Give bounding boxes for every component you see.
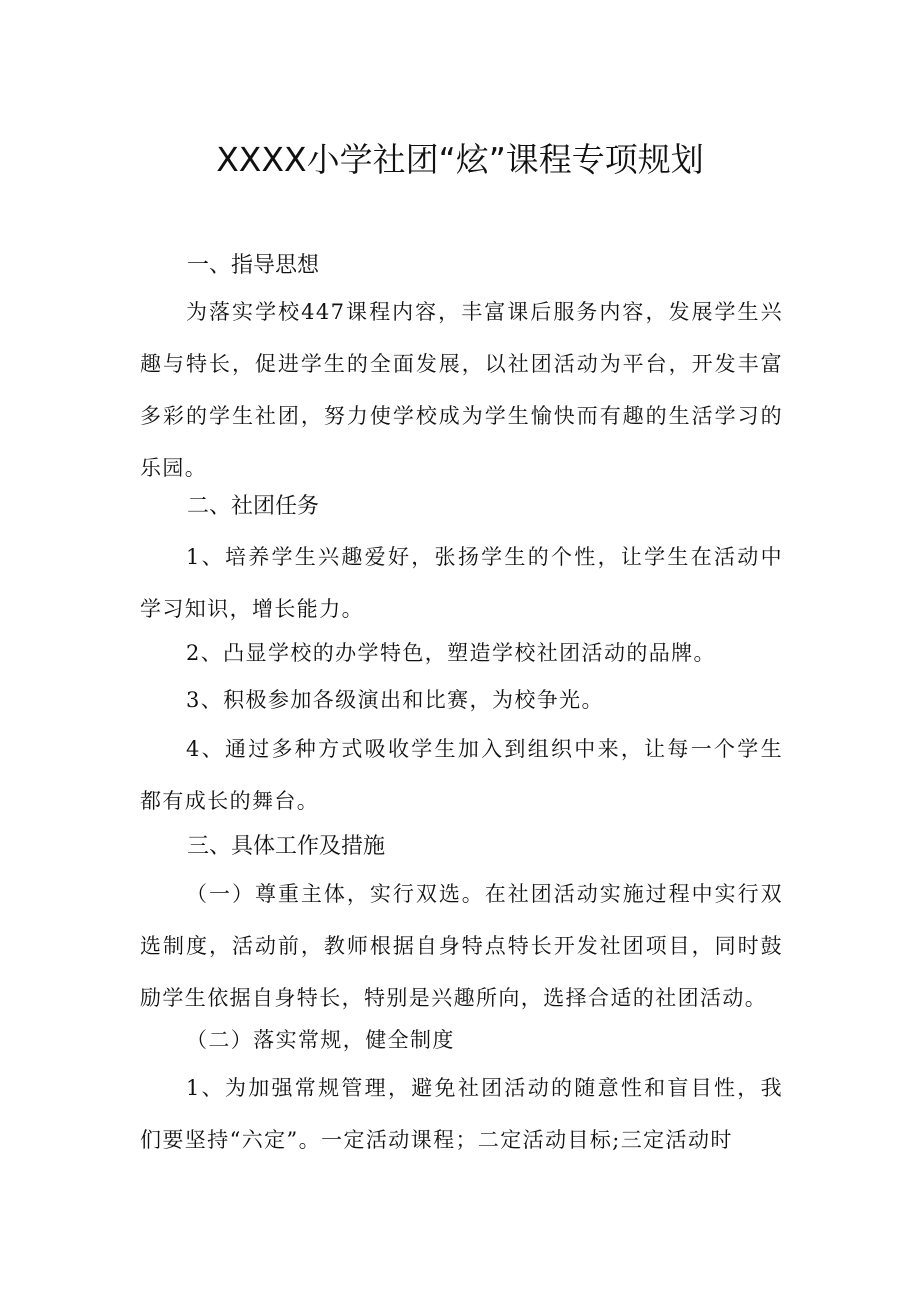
section-heading-club-tasks: 二、社团任务 xyxy=(187,494,320,519)
paragraph-task-2: 2、凸显学校的办学特色，塑造学校社团活动的品牌。 xyxy=(186,641,716,665)
paragraph-measure-1: （一）尊重主体，实行双选。在社团活动实施过程中实行双选制度，活动前，教师根据自身特点特长开发社团项目，同时鼓励学生依据自身特长，特别是兴趣所向，选择合适的社团活动。 xyxy=(140,882,783,1010)
paragraph-task-3: 3、积极参加各级演出和比赛，为校争光。 xyxy=(186,688,604,712)
paragraph-measure-2-item-1: 1、为加强常规管理，避免社团活动的随意性和盲目性，我们要坚持“六定”。一定活动课程；二定活动目标;三定活动时 xyxy=(140,1076,783,1152)
paragraph-guiding-ideology: 为落实学校447课程内容，丰富课后服务内容，发展学生兴趣与特长，促进学生的全面发展，以社团活动为平台，开发丰富多彩的学生社团，努力使学校成为学生愉快而有趣的生活学习的乐园。 xyxy=(140,300,783,480)
page-title: XXXX小学社团“炫”课程专项规划 xyxy=(216,140,704,179)
paragraph-task-4: 4、通过多种方式吸收学生加入到组织中来，让每一个学生都有成长的舞台。 xyxy=(140,737,783,813)
paragraph-measure-2-heading: （二）落实常规，健全制度 xyxy=(186,1028,455,1052)
paragraph-task-1: 1、培养学生兴趣爱好，张扬学生的个性，让学生在活动中学习知识，增长能力。 xyxy=(140,545,783,621)
section-heading-guiding-ideology: 一、指导思想 xyxy=(187,253,320,278)
section-heading-measures: 三、具体工作及措施 xyxy=(187,834,386,859)
